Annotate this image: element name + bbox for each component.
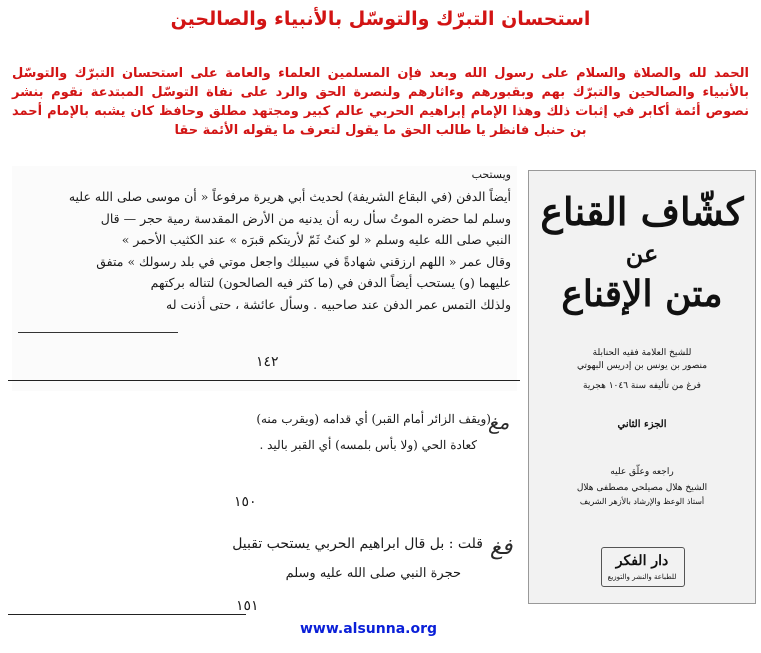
page-number: ١٤٢ xyxy=(256,354,279,370)
section-divider xyxy=(8,380,520,381)
section-divider xyxy=(8,614,246,615)
cover-editor-name: الشيخ هلال مصيلحي مصطفى هلال xyxy=(576,483,708,493)
excerpt-line: حجرة النبي صلى الله عليه وسلم xyxy=(285,566,461,581)
cover-volume: الجزء الثاني xyxy=(617,419,667,430)
excerpt-line: النبي صلى الله عليه وسلم « لو كنتُ ثَمّ لأريتكم قبرَه » عند الكثيب الأحمر » xyxy=(121,232,511,247)
margin-marker: مغ xyxy=(488,410,510,434)
excerpt-line: (ويقف الزائر أمام القبر) أي قدامه (ويقرب منه) xyxy=(256,412,491,426)
cover-author-name: منصور بن يونس بن إدريس البهوتي xyxy=(576,361,708,371)
scan-excerpt-kashshaf xyxy=(12,166,517,391)
cover-publisher: دار الفكر xyxy=(615,553,669,569)
excerpt-line: وقال عمر « اللهم ارزقني شهادةً في سبيلك واجعل موتي في بلد رسولك » متفق xyxy=(96,253,511,269)
excerpt-line: أيضاً الدفن (في البقاع الشريفة) لحديث أبي هريرة مرفوعاً « أن موسى صلى الله عليه xyxy=(68,189,511,204)
footnote-rule xyxy=(18,332,178,333)
cover-editor-lead: راجعه وعلّق عليه xyxy=(610,467,674,477)
excerpt-line: وسلم لما حضره الموتُ سأل ربه أن يدنيه من الأرض المقدسة رمية حجر — قال xyxy=(100,210,511,226)
page-number: ١٥١ xyxy=(236,598,259,614)
excerpt-body xyxy=(23,186,511,315)
website-link[interactable]: www.alsunna.org xyxy=(300,621,438,637)
excerpt-marker: ويستحب xyxy=(471,168,511,181)
margin-marker: فغ xyxy=(490,535,513,560)
excerpt-line: قلت : بل قال ابراهيم الحربي يستحب تقبيل xyxy=(232,536,483,552)
book-cover xyxy=(528,170,756,604)
intro-paragraph: الحمد لله والصلاة والسلام على رسول الله وبعد فإن المسلمين العلماء والعامة على استحسان التبرّك والتوسّل بالأنبياء والصالحين والتبرّك بهم وبقبورهم وءاثارهم ولنصرة الحق والرد على نفاة التوسّل المبتدعة نقوم بنشر نصوص أئمة أكابر في إثبات ذلك وهذا الإمام إبراهيم الحربي عالم كبير ومجتهد مطلق وحافظ كان يشبه بالإمام أحمد بن حنبل فانظر يا طالب الحق ما يقول لتعرف ما يقوله الأئمة حقا xyxy=(12,66,749,138)
cover-title-bottom: متن الإقناع xyxy=(561,273,723,315)
cover-title-mid: عن xyxy=(625,239,659,268)
excerpt-line: ولذلك التمس عمر الدفن عند صاحبيه . وسأل عائشة ، حتى أذنت له xyxy=(166,296,511,312)
cover-author-dates: فرغ من تأليفه سنة ١٠٤٦ هجرية xyxy=(583,381,701,391)
excerpt-line: عليهما (و) يستحب أيضاً الدفن في (ما كثر فيه الصالحون) لتناله بركتهم xyxy=(150,275,511,290)
cover-title-top: كشّاف القناع xyxy=(540,189,744,234)
cover-editor-note: أستاذ الوعظ والإرشاد بالأزهر الشريف xyxy=(579,497,705,506)
excerpt-line: كعادة الحي (ولا بأس بلمسه) أي القبر باليد . xyxy=(259,438,477,452)
page-title: استحسان التبرّك والتوسّل بالأنبياء والصالحين xyxy=(170,8,591,30)
page-number: ١٥٠ xyxy=(234,494,257,510)
cover-author-lead: للشيخ العلامة فقيه الحنابلة xyxy=(592,348,692,358)
cover-publisher-sub: للطباعة والنشر والتوزيع xyxy=(607,573,677,581)
